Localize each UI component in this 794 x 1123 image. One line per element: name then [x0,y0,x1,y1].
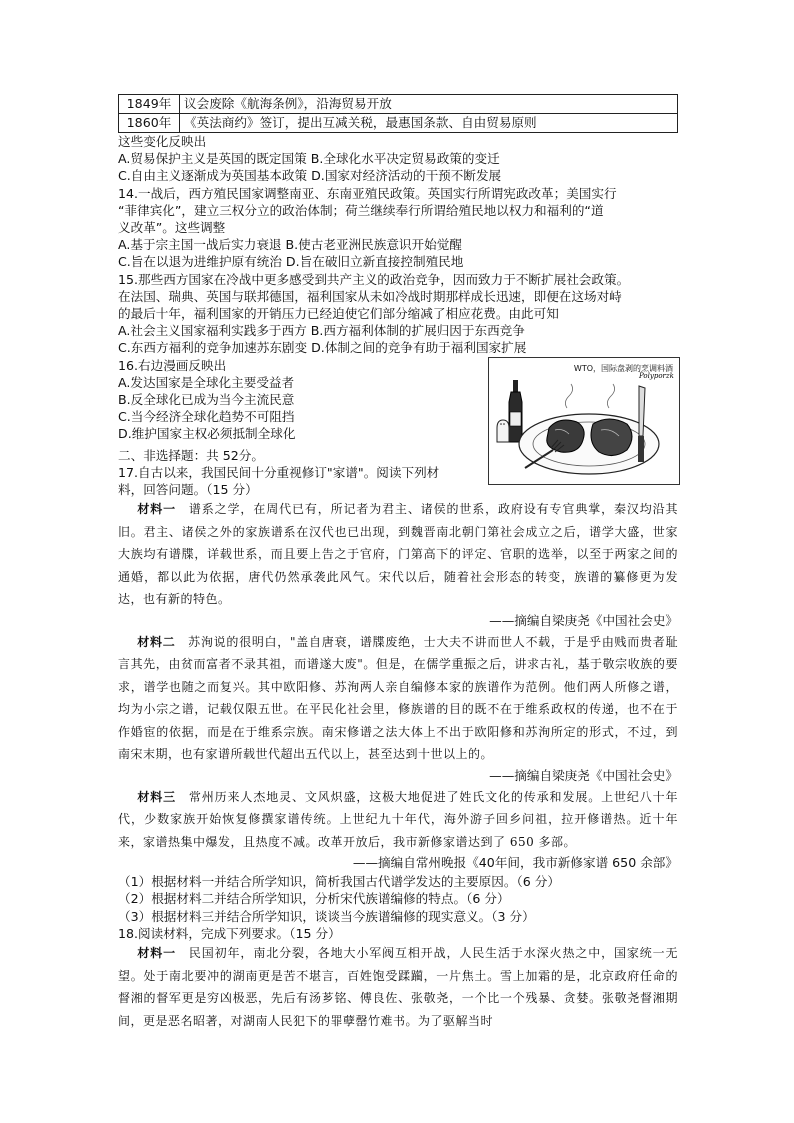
q17-material-1-source: ——摘编自梁庚尧《中国社会史》 [489,612,678,628]
q14-stem-line: 14.一战后，西方殖民国家调整南亚、东南亚殖民政策。英国实行所谓宪政改革；美国实行 [118,185,617,201]
steak-map-icon [591,419,632,456]
question-15 [118,271,678,357]
q17-material-3 [118,786,678,854]
q17-material-1 [118,498,678,611]
table-year-cell: 1860年 [119,114,180,133]
section-2-heading: 二、非选择题：共 52分。 [118,447,264,463]
q17-stem-line: 料，回答问题。（15 分） [118,482,258,498]
q14-stem-line: “菲律宾化”，建立三权分立的政治体制；荷兰继续奉行所谓给殖民地以权力和福利的“道 [118,202,604,218]
material-label: 材料一 [137,946,177,961]
q13-stem: 这些变化反映出 [118,134,207,149]
salt-shaker-icon [497,420,509,442]
question-17 [118,464,678,925]
q14-stem-line: 义改革”。这些调整 [118,220,226,236]
q17-stem-line: 17.自古以来，我国民间十分重视修订"家谱"。阅读下列材 [118,464,440,480]
q16-option-b[interactable]: B.反全球化已成为当今主流民意 [118,392,295,408]
q18-material-1 [118,942,678,1032]
q15-stem-line: 15.那些西方国家在冷战中更多感受到共产主义的政治竞争，因而致力于不断扩展社会政策。 [118,271,630,287]
q14-options-cd[interactable]: C.旨在以退为进维护原有统治 D.旨在破旧立新直接控制殖民地 [118,254,464,270]
history-table [118,94,678,133]
question-13 [118,133,678,185]
cartoon-signature: Polyporzk [639,371,674,380]
wine-bottle-icon [509,380,522,442]
exam-page [118,94,678,1032]
q13-options-cd[interactable]: C.自由主义逐渐成为英国基本政策 D.国家对经济活动的干预不断发展 [118,168,502,184]
table-year-cell: 1849年 [119,95,180,114]
q17-material-3-source: ——摘编自常州晚报《40年间，我市新修家谱 650 余部》 [352,855,678,871]
q14-options-ab[interactable]: A.基于宗主国一战后实力衰退 B.使古老亚洲民族意识开始觉醒 [118,237,462,253]
material-text: 谱系之学，在周代已有，所记者为君主、诸侯的世系，政府设有专官典掌，秦汉均沿其旧。君主、诸侯之外的家族谱系在汉代也已出现，到魏晋南北朝门第社会成立之后，谱学大盛，世家大族均有谱牒，详载世系，而且要上告之于官府，门第高下的评定、官职的选举，以至于两家之间的通婚，都以此为依据，唐代仍然承袭此风气。宋代以后，随着社会形态的转变，族谱的纂修更为发达，也有新的特色。 [118,502,678,607]
question-14 [118,185,678,271]
material-text: 苏洵说的很明白，"盖自唐衰，谱牒废绝，士大夫不讲而世人不载，于是乎由贱而贵者耻言其先，由贫而富者不录其祖，而谱遂大废"。但是，在儒学重振之后，讲求古礼，基于敬宗收族的要求，谱学也随之而复兴。其中欧阳修、苏洵两人亲自编修本家的族谱作为范例。他们两人所修之谱，均为小宗之谱，记载仅限五世。在平民化社会里，修族谱的目的既不在于维系政权的传递，也不在于作婚宦的依据，而是在于维系宗族。南宋修谱之法大体上不出于欧阳修和苏洵所定的形式，不过，到南宋末期，也有家谱所载世代超出五代以上，甚至达到十世以上的。 [118,634,678,762]
q17-subquestion-3: （3）根据材料三并结合所学知识，谈谈当今族谱编修的现实意义。（3 分） [118,908,535,924]
q16-option-a[interactable]: A.发达国家是全球化主要受益者 [118,374,295,390]
table-row [119,114,678,133]
table-row [119,95,678,114]
q15-stem-line: 在法国、瑞典、英国与联邦德国，福利国家从未如冷战时期那样成长迅速，即便在这场对峙 [118,288,622,304]
material-text: 常州历来人杰地灵、文风炽盛，这极大地促进了姓氏文化的传承和发展。上世纪八十年代，少数家族开始恢复修撰家谱传统。上世纪九十年代，海外游子回乡问祖，拉开修谱热。近十年来，家谱热集中爆发，且热度不减。改革开放后，我市新修家谱达到了 650 多部。 [118,789,678,849]
question-16 [118,357,678,443]
question-18 [118,925,678,1032]
q15-options-ab[interactable]: A.社会主义国家福利实践多于西方 B.西方福利体制的扩展归因于东西竞争 [118,323,525,339]
material-label: 材料二 [137,634,176,649]
material-label: 材料一 [137,502,177,517]
q13-options-ab[interactable]: A.贸易保护主义是英国的既定国策 B.全球化水平决定贸易政策的变迁 [118,151,500,167]
q17-subquestion-2: （2）根据材料二并结合所学知识，分析宋代族谱编修的特点。（6 分） [118,891,510,907]
cartoon-caption: WTO，国际盘剥的烹调料酒 [573,363,673,373]
q17-subquestion-1: （1）根据材料一并结合所学知识，简析我国古代谱学发达的主要原因。（6 分） [118,874,560,890]
material-label: 材料三 [137,789,177,804]
q17-material-2 [118,631,678,766]
q18-stem: 18.阅读材料，完成下列要求。（15 分） [118,925,341,941]
knife-icon [638,386,645,462]
steak-map-icon [547,420,584,452]
wto-cartoon-image [488,357,680,485]
q16-option-d[interactable]: D.维护国家主权必须抵制全球化 [118,426,296,442]
q17-material-2-source: ——摘编自梁庚尧《中国社会史》 [489,767,678,783]
material-text: 民国初年，南北分裂，各地大小军阀互相开战，人民生活于水深火热之中，国家统一无望。处于南北要冲的湖南更是苦不堪言，百姓饱受蹂躏，一片焦土。雪上加霜的是，北京政府任命的督湘的督军更是穷凶极恶，先后有汤芗铭、傅良佐、张敬尧，一个比一个残暴、贪婪。张敬尧督湘期间，更是恶名昭著，对湖南人民犯下的罪孽罄竹难书。为了驱解当时 [118,946,678,1028]
q16-option-c[interactable]: C.当今经济全球化趋势不可阻挡 [118,409,295,425]
table-event-cell: 议会废除《航海条例》，沿海贸易开放 [180,95,678,114]
q15-stem-line: 的最后十年，福利国家的开销压力已经迫使它们部分缩减了相应花费。由此可知 [118,306,559,322]
q16-stem: 16.右边漫画反映出 [118,357,227,373]
q15-options-cd[interactable]: C.东西方福利的竞争加速苏东剧变 D.体制之间的竞争有助于福利国家扩展 [118,340,527,356]
table-event-cell: 《英法商约》签订，提出互减关税，最惠国条款、自由贸易原则 [180,114,678,133]
